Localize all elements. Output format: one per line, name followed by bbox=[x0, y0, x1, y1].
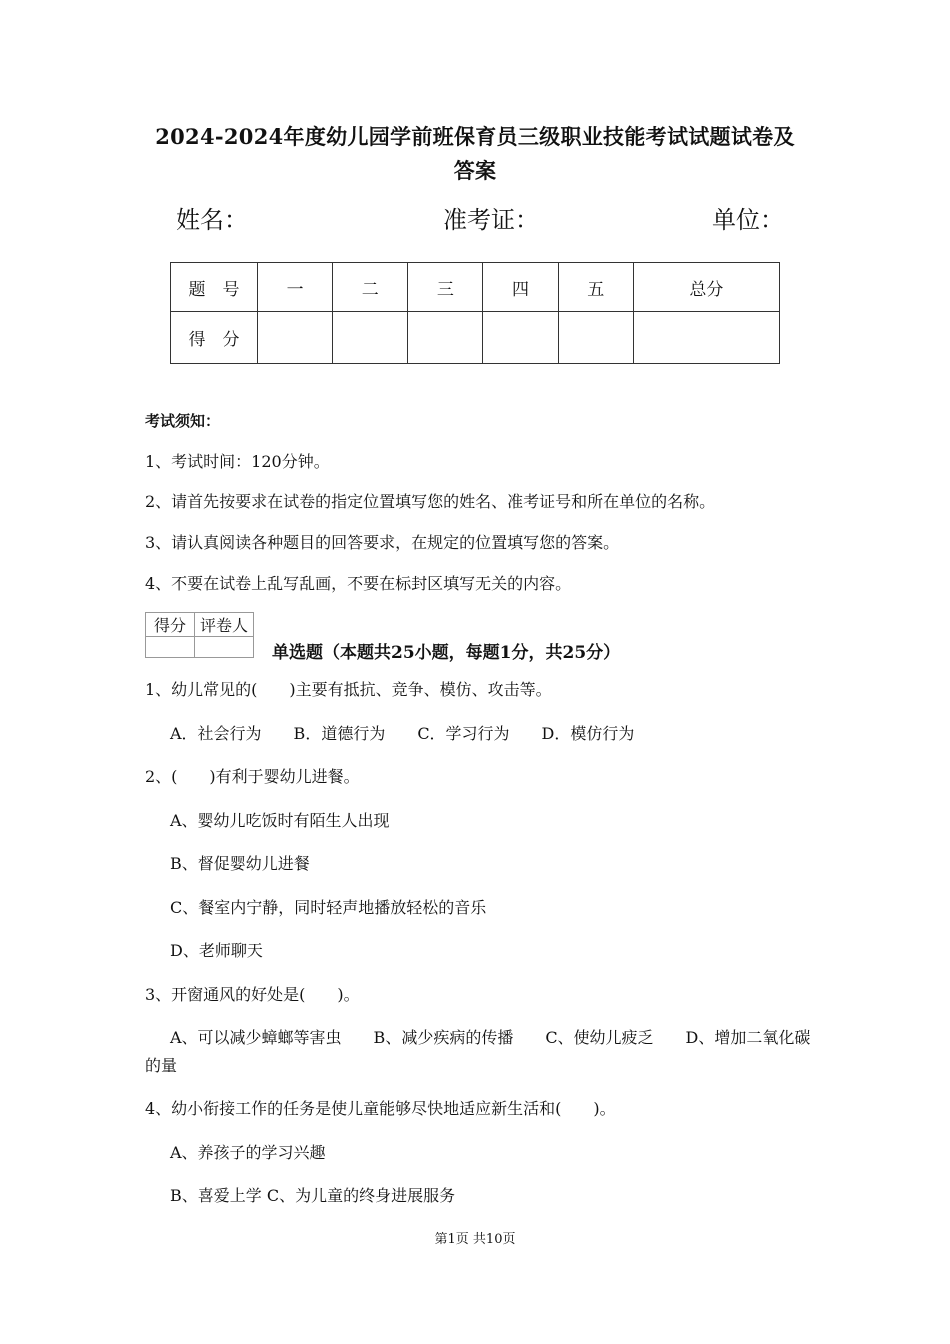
name-label: 姓名： bbox=[176, 206, 248, 234]
question-options: A、可以减少蟑螂等害虫 B、减少疾病的传播 C、使幼儿疲乏 D、增加二氧化碳 bbox=[170, 1028, 811, 1047]
score-cell[interactable] bbox=[408, 312, 483, 364]
question-options-continued: 的量 bbox=[145, 1056, 178, 1075]
score-table-header-row bbox=[171, 263, 780, 312]
question-option: C、餐室内宁静，同时轻声地播放轻松的音乐 bbox=[170, 898, 487, 917]
score-header-cell: 题 号 bbox=[171, 263, 258, 312]
question-option: B、喜爱上学 C、为儿童的终身进展服务 bbox=[170, 1186, 456, 1205]
score-cell[interactable] bbox=[333, 312, 408, 364]
score-table-score-row bbox=[171, 312, 780, 364]
notice-item: 3、请认真阅读各种题目的回答要求，在规定的位置填写您的答案。 bbox=[145, 533, 620, 552]
score-header-cell: 二 bbox=[333, 263, 408, 312]
grader-name-cell[interactable] bbox=[195, 637, 254, 658]
notice-item: 2、请首先按要求在试卷的指定位置填写您的姓名、准考证号和所在单位的名称。 bbox=[145, 492, 716, 511]
score-cell[interactable] bbox=[558, 312, 633, 364]
question-option: A、养孩子的学习兴趣 bbox=[170, 1143, 326, 1162]
exam-id-label: 准考证： bbox=[443, 206, 539, 234]
score-header-cell: 五 bbox=[558, 263, 633, 312]
score-header-cell: 四 bbox=[483, 263, 558, 312]
grader-score-cell[interactable] bbox=[146, 637, 195, 658]
grader-name-label: 评卷人 bbox=[195, 613, 254, 637]
question-stem: 2、( )有利于婴幼儿进餐。 bbox=[145, 767, 360, 786]
section-title: 单选题（本题共25小题，每题1分，共25分） bbox=[272, 643, 621, 663]
score-header-cell: 总分 bbox=[633, 263, 779, 312]
score-table bbox=[170, 262, 780, 364]
question-stem: 1、幼儿常见的( )主要有抵抗、竞争、模仿、攻击等。 bbox=[145, 680, 552, 699]
question-option: B、督促婴幼儿进餐 bbox=[170, 854, 310, 873]
page-number: 第1页 共10页 bbox=[434, 1232, 516, 1247]
notice-item: 4、不要在试卷上乱写乱画，不要在标封区填写无关的内容。 bbox=[145, 574, 572, 593]
score-row-label: 得 分 bbox=[171, 312, 258, 364]
unit-label: 单位： bbox=[712, 206, 784, 234]
grader-box bbox=[145, 612, 254, 658]
question-options: A．社会行为 B．道德行为 C．学习行为 D．模仿行为 bbox=[170, 724, 635, 743]
title-line-1: 2024-2024年度幼儿园学前班保育员三级职业技能考试试题试卷及 bbox=[155, 124, 795, 149]
score-cell[interactable] bbox=[483, 312, 558, 364]
score-header-cell: 一 bbox=[258, 263, 333, 312]
question-option: A、婴幼儿吃饭时有陌生人出现 bbox=[170, 811, 390, 830]
question-stem: 3、开窗通风的好处是( )。 bbox=[145, 985, 360, 1004]
title-line-2: 答案 bbox=[453, 158, 497, 183]
question-stem: 4、幼小衔接工作的任务是使儿童能够尽快地适应新生活和( )。 bbox=[145, 1099, 616, 1118]
question-option: D、老师聊天 bbox=[170, 941, 263, 960]
score-cell[interactable] bbox=[633, 312, 779, 364]
page-title bbox=[100, 120, 850, 188]
notice-title: 考试须知： bbox=[145, 412, 221, 430]
grader-score-label: 得分 bbox=[146, 613, 195, 637]
score-cell[interactable] bbox=[258, 312, 333, 364]
notice-item: 1、考试时间：120分钟。 bbox=[145, 452, 330, 471]
score-header-cell: 三 bbox=[408, 263, 483, 312]
